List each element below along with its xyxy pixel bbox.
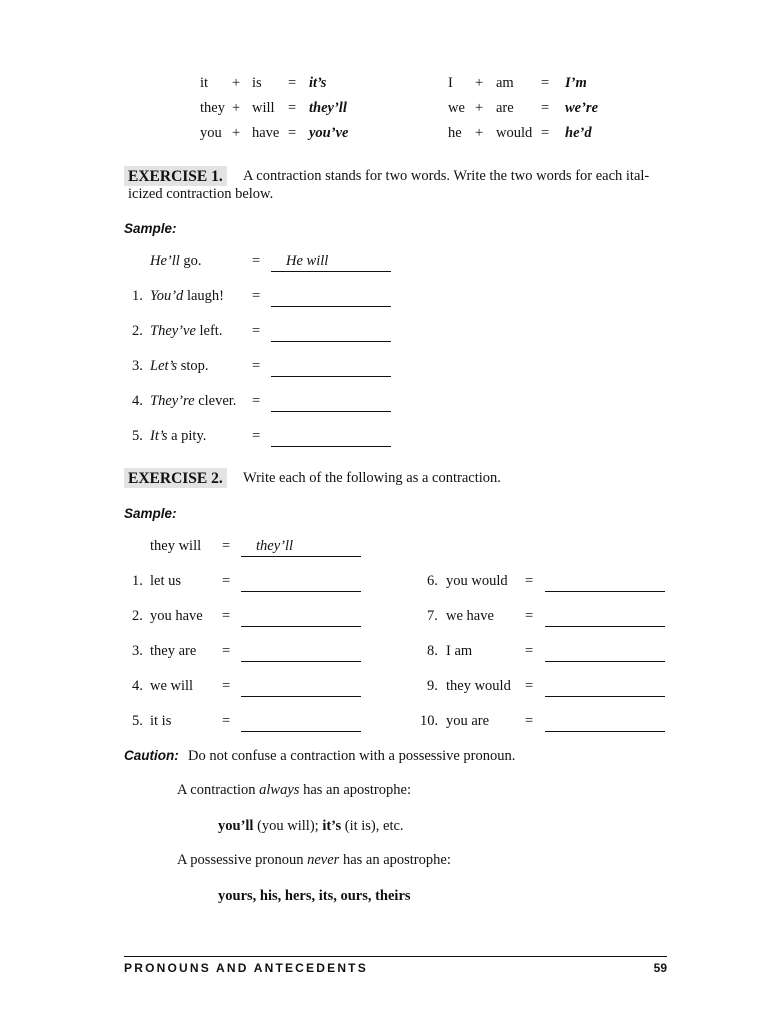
table-plus: + xyxy=(232,100,241,116)
answer-blank[interactable] xyxy=(241,696,361,697)
item-phrase: we will xyxy=(150,678,194,694)
table-result: he’d xyxy=(565,125,592,141)
item-number: 8. xyxy=(427,643,438,659)
item-phrase: you are xyxy=(446,713,490,729)
answer-blank[interactable] xyxy=(271,306,391,307)
table-result: we’re xyxy=(565,100,599,116)
item-number: 3. xyxy=(132,358,143,374)
equals-sign: = xyxy=(252,393,261,409)
item-number: 2. xyxy=(132,323,143,339)
table-word: have xyxy=(252,125,280,141)
item-phrase: it is xyxy=(150,713,172,729)
table-word: would xyxy=(496,125,533,141)
item-sentence: Let’s stop. xyxy=(150,358,209,374)
possessive-rule: A possessive pronoun never has an apostrophe: xyxy=(177,852,451,868)
answer-blank[interactable] xyxy=(545,626,665,627)
possessive-examples: yours, his, hers, its, ours, theirs xyxy=(218,888,411,904)
table-plus: + xyxy=(232,125,241,141)
equals-sign: = xyxy=(525,643,534,659)
item-number: 6. xyxy=(427,573,438,589)
caution-text: Do not confuse a contraction with a possessive pronoun. xyxy=(188,748,516,764)
exercise-2-instruction: Write each of the following as a contraction. xyxy=(243,470,501,486)
table-plus: + xyxy=(232,75,241,91)
page-number: 59 xyxy=(653,961,667,975)
equals-sign: = xyxy=(525,678,534,694)
answer-blank[interactable] xyxy=(545,731,665,732)
sample-answer: they’ll xyxy=(256,538,294,554)
item-number: 5. xyxy=(132,713,143,729)
table-equals: = xyxy=(541,100,550,116)
equals-sign: = xyxy=(525,573,534,589)
sample-sentence: He’ll go. xyxy=(150,253,202,269)
table-word: are xyxy=(496,100,514,116)
table-equals: = xyxy=(288,125,297,141)
table-word: am xyxy=(496,75,514,91)
caution-label: Caution: xyxy=(124,748,179,763)
exercise-2-sample-label: Sample: xyxy=(124,506,177,521)
table-word: you xyxy=(200,125,222,141)
answer-blank[interactable] xyxy=(545,661,665,662)
table-word: it xyxy=(200,75,209,91)
equals-sign: = xyxy=(222,573,231,589)
answer-blank[interactable] xyxy=(271,446,391,447)
table-word: I xyxy=(448,75,453,91)
table-word: they xyxy=(200,100,225,116)
table-equals: = xyxy=(541,125,550,141)
exercise-1-label: EXERCISE 1. xyxy=(124,166,227,186)
item-number: 7. xyxy=(427,608,438,624)
equals-sign: = xyxy=(222,538,231,554)
answer-blank[interactable] xyxy=(545,696,665,697)
equals-sign: = xyxy=(252,288,261,304)
answer-blank[interactable] xyxy=(241,591,361,592)
table-result: it’s xyxy=(309,75,327,91)
equals-sign: = xyxy=(222,608,231,624)
item-sentence: They’re clever. xyxy=(150,393,237,409)
equals-sign: = xyxy=(252,358,261,374)
section-title: PRONOUNS AND ANTECEDENTS xyxy=(124,961,368,975)
item-number: 2. xyxy=(132,608,143,624)
sample-answer: He will xyxy=(286,253,329,269)
exercise-1-sample-label: Sample: xyxy=(124,221,177,236)
item-number: 4. xyxy=(132,678,143,694)
item-sentence: You’d laugh! xyxy=(150,288,224,304)
equals-sign: = xyxy=(252,428,261,444)
item-number: 4. xyxy=(132,393,143,409)
table-result: they’ll xyxy=(309,100,347,116)
table-result: you’ve xyxy=(309,125,349,141)
item-number: 3. xyxy=(132,643,143,659)
answer-blank[interactable] xyxy=(241,731,361,732)
equals-sign: = xyxy=(525,608,534,624)
table-plus: + xyxy=(475,75,484,91)
answer-line xyxy=(271,271,391,272)
item-phrase: you would xyxy=(446,573,508,589)
table-equals: = xyxy=(288,100,297,116)
answer-blank[interactable] xyxy=(271,411,391,412)
exercise-2-label: EXERCISE 2. xyxy=(124,468,227,488)
answer-blank[interactable] xyxy=(271,341,391,342)
footer-rule xyxy=(124,956,667,957)
item-sentence: It’s a pity. xyxy=(150,428,207,444)
item-number: 10. xyxy=(420,713,439,729)
table-word: is xyxy=(252,75,262,91)
equals-sign: = xyxy=(222,678,231,694)
contraction-rule: A contraction always has an apostrophe: xyxy=(177,782,411,798)
item-phrase: let us xyxy=(150,573,182,589)
answer-blank[interactable] xyxy=(271,376,391,377)
table-result: I’m xyxy=(565,75,587,91)
answer-line xyxy=(241,556,361,557)
equals-sign: = xyxy=(222,643,231,659)
item-phrase: you have xyxy=(150,608,203,624)
table-plus: + xyxy=(475,125,484,141)
item-phrase: they are xyxy=(150,643,197,659)
equals-sign: = xyxy=(222,713,231,729)
item-number: 5. xyxy=(132,428,143,444)
table-equals: = xyxy=(288,75,297,91)
exercise-1-instruction: A contraction stands for two words. Write the two words for each ital- xyxy=(243,168,650,184)
item-number: 1. xyxy=(132,288,143,304)
equals-sign: = xyxy=(252,323,261,339)
item-phrase: they would xyxy=(446,678,511,694)
item-sentence: They’ve left. xyxy=(150,323,223,339)
item-phrase: we have xyxy=(446,608,494,624)
table-equals: = xyxy=(541,75,550,91)
exercise-1-instruction-cont: icized contraction below. xyxy=(128,186,274,202)
table-word: we xyxy=(448,100,465,116)
item-phrase: I am xyxy=(446,643,473,659)
table-word: will xyxy=(252,100,275,116)
equals-sign: = xyxy=(252,253,261,269)
table-plus: + xyxy=(475,100,484,116)
answer-blank[interactable] xyxy=(241,626,361,627)
item-number: 1. xyxy=(132,573,143,589)
table-word: he xyxy=(448,125,462,141)
answer-blank[interactable] xyxy=(545,591,665,592)
sample-phrase: they will xyxy=(150,538,202,554)
contraction-examples: you’ll (you will); it’s (it is), etc. xyxy=(218,818,404,834)
answer-blank[interactable] xyxy=(241,661,361,662)
item-number: 9. xyxy=(427,678,438,694)
equals-sign: = xyxy=(525,713,534,729)
